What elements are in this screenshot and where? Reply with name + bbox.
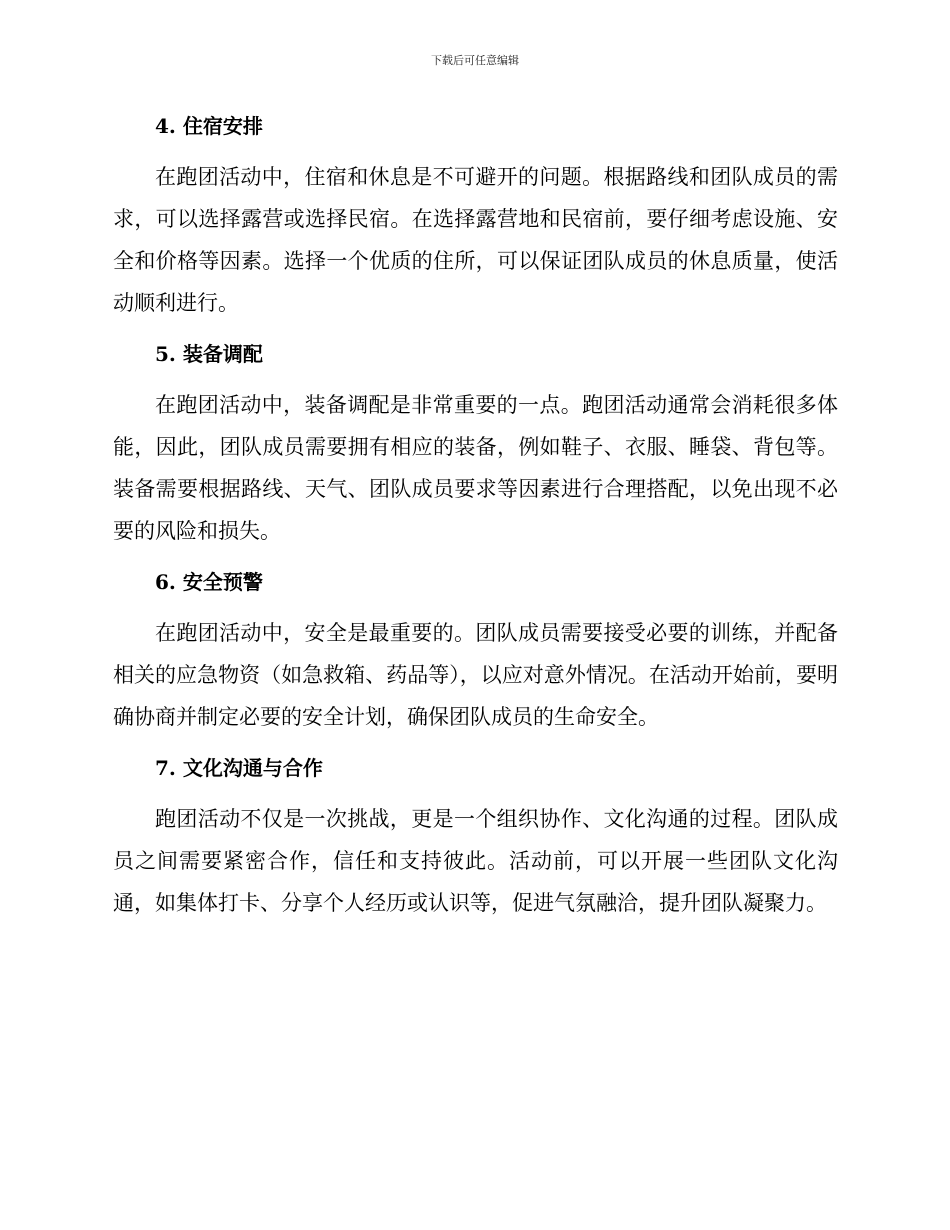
document-body [113,110,838,938]
section-heading: 4. 住宿安排 [155,114,263,138]
section-heading: 6. 安全预警 [155,570,263,594]
section-paragraph: 在跑团活动中，住宿和休息是不可避开的问题。根据路线和团队成员的需求，可以选择露营或选择民宿。在选择露营地和民宿前，要仔细考虑设施、安全和价格等因素。选择一个优质的住所，可以保证团队成员的休息质量，使活动顺利进行。 [113,165,838,315]
section-culture [113,752,838,924]
section-paragraph: 跑团活动不仅是一次挑战，更是一个组织协作、文化沟通的过程。团队成员之间需要紧密合作，信任和支持彼此。活动前，可以开展一些团队文化沟通，如集体打卡、分享个人经历或认识等，促进气氛融洽，提升团队凝聚力。 [113,807,838,915]
section-safety [113,566,838,738]
page-header: 下载后可任意编辑 [431,54,519,67]
section-equipment [113,338,838,552]
section-accommodation [113,110,838,324]
section-heading: 5. 装备调配 [155,342,263,366]
section-paragraph: 在跑团活动中，安全是最重要的。团队成员需要接受必要的训练，并配备相关的应急物资（如急救箱、药品等），以应对意外情况。在活动开始前，要明确协商并制定必要的安全计划，确保团队成员的生命安全。 [113,621,838,729]
section-paragraph: 在跑团活动中，装备调配是非常重要的一点。跑团活动通常会消耗很多体能，因此，团队成员需要拥有相应的装备，例如鞋子、衣服、睡袋、背包等。装备需要根据路线、天气、团队成员要求等因素进行合理搭配，以免出现不必要的风险和损失。 [113,393,838,543]
section-heading: 7. 文化沟通与合作 [155,756,323,780]
